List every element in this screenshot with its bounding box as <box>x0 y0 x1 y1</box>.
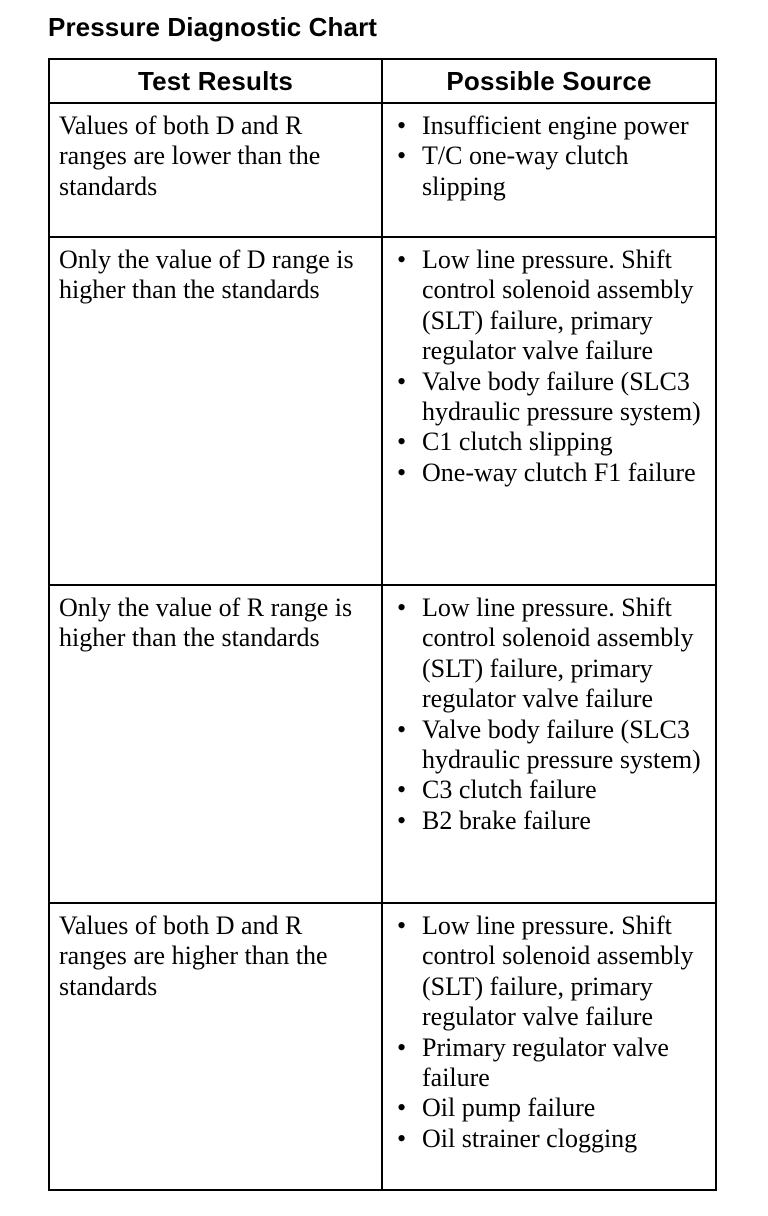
source-text: Valve body failure (SLC3 hydraulic pressure system) <box>422 366 701 427</box>
source-item <box>383 1124 709 1154</box>
bullet-icon: • <box>397 366 407 396</box>
test-result-cell <box>49 585 382 903</box>
test-result-text: Only the value of R range is higher than the standards <box>59 593 353 653</box>
possible-source-cell <box>382 103 716 237</box>
source-item <box>383 427 709 457</box>
source-item <box>383 715 709 776</box>
bullet-icon: • <box>397 427 407 457</box>
source-item <box>383 806 709 836</box>
source-item <box>383 111 709 141</box>
source-text: Insufficient engine power <box>422 111 689 140</box>
table-row <box>49 103 716 237</box>
possible-source-cell <box>382 903 716 1190</box>
bullet-icon: • <box>397 457 407 487</box>
source-item <box>383 141 709 202</box>
possible-source-cell <box>382 585 716 903</box>
source-text: Valve body failure (SLC3 hydraulic pressure system) <box>422 714 701 775</box>
bullet-icon: • <box>397 1032 407 1062</box>
test-result-cell <box>49 903 382 1190</box>
source-text: Oil strainer clogging <box>422 1123 638 1153</box>
pressure-diagnostic-table <box>48 58 717 1191</box>
header-test-results: Test Results <box>49 59 382 103</box>
bullet-icon: • <box>397 714 407 744</box>
source-text: Low line pressure. Shift control solenoid assembly (SLT) failure, primary regulator valve failure <box>422 245 694 366</box>
test-result-cell <box>49 103 382 237</box>
header-possible-source: Possible Source <box>382 59 716 103</box>
test-result-text: Values of both D and R ranges are lower than the standards <box>59 111 321 201</box>
bullet-icon: • <box>397 141 407 171</box>
source-item <box>383 775 709 805</box>
table-row <box>49 237 716 585</box>
bullet-icon: • <box>397 805 407 835</box>
page-title: Pressure Diagnostic Chart <box>48 12 378 42</box>
source-text: C3 clutch failure <box>422 775 597 805</box>
test-result-text: Only the value of D range is higher than the standards <box>59 245 354 305</box>
source-text: Oil pump failure <box>422 1093 596 1123</box>
source-text: C1 clutch slipping <box>422 427 613 457</box>
source-list <box>383 104 715 208</box>
table-header-row <box>49 59 716 103</box>
table-row <box>49 585 716 903</box>
source-list <box>383 238 715 494</box>
source-text: T/C one-way clutch slipping <box>422 141 629 201</box>
source-item <box>383 1033 709 1094</box>
bullet-icon: • <box>397 775 407 805</box>
bullet-icon: • <box>397 911 407 940</box>
test-result-cell <box>49 237 382 585</box>
source-text: Low line pressure. Shift control solenoid assembly (SLT) failure, primary regulator valve failure <box>422 911 694 1032</box>
bullet-icon: • <box>397 111 407 140</box>
source-list <box>383 586 715 842</box>
source-text: Low line pressure. Shift control solenoid assembly (SLT) failure, primary regulator valve failure <box>422 593 694 714</box>
source-item <box>383 458 709 488</box>
source-text: B2 brake failure <box>422 805 591 835</box>
source-text: Primary regulator valve failure <box>422 1032 669 1093</box>
source-text: One-way clutch F1 failure <box>422 457 696 487</box>
possible-source-cell <box>382 237 716 585</box>
source-item <box>383 367 709 428</box>
bullet-icon: • <box>397 593 407 622</box>
bullet-icon: • <box>397 1123 407 1153</box>
source-item <box>383 1093 709 1123</box>
bullet-icon: • <box>397 1093 407 1123</box>
table-row <box>49 903 716 1190</box>
bullet-icon: • <box>397 245 407 274</box>
test-result-text: Values of both D and R ranges are higher than the standards <box>59 911 328 1001</box>
source-item <box>383 245 709 367</box>
source-list <box>383 904 715 1160</box>
source-item <box>383 593 709 715</box>
source-item <box>383 911 709 1033</box>
